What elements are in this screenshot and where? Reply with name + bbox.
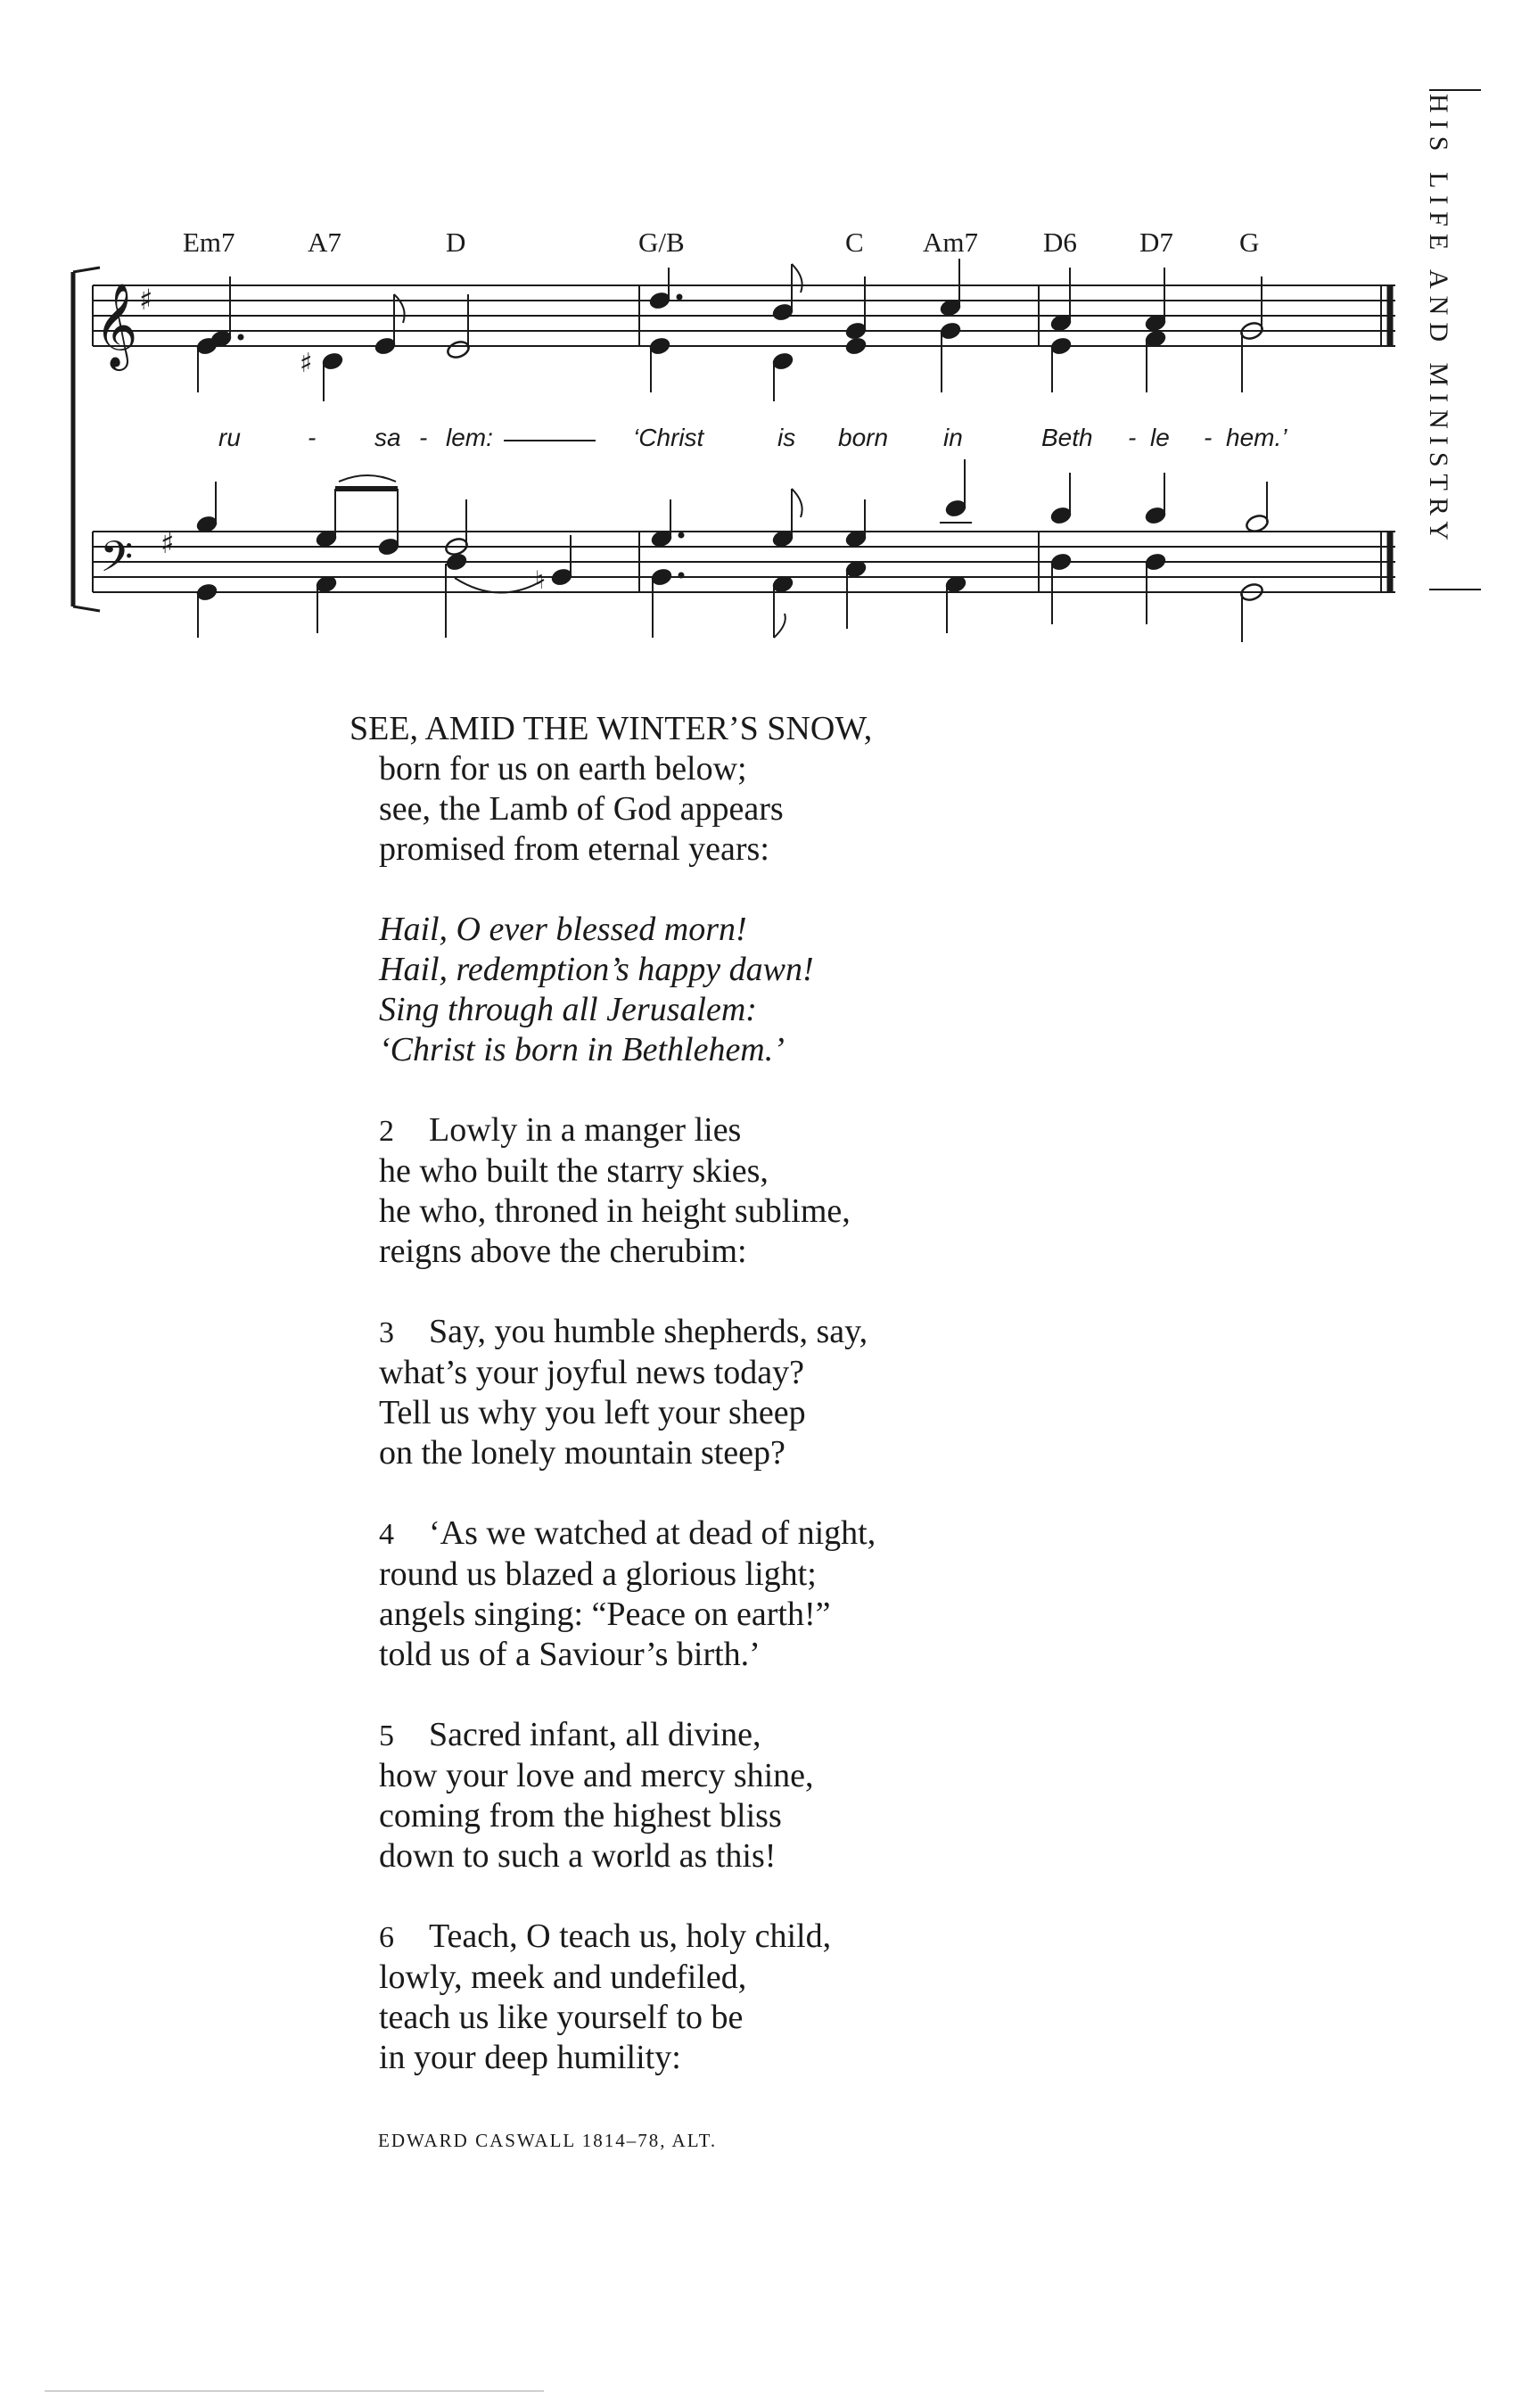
hymn-line: in your deep humility: — [379, 2039, 681, 2076]
hymn-line-text: Sacred infant, all divine, — [429, 1716, 761, 1753]
side-heading-rule — [1429, 589, 1481, 590]
treble-clef-icon: 𝄞 — [95, 283, 138, 367]
section-heading: HIS LIFE AND MINISTRY — [1424, 94, 1453, 548]
stanza-3 — [350, 1312, 1152, 1473]
bass-clef-icon: 𝄢 — [100, 532, 134, 592]
hymn-line-text: ‘As we watched at dead of night, — [429, 1514, 876, 1552]
hymn-line: teach us like yourself to be — [379, 1999, 744, 2036]
verse-number: 3 — [379, 1316, 394, 1349]
chord-symbol: D7 — [1139, 227, 1173, 258]
lyric-syllable: is — [777, 424, 796, 451]
lyric-syllable: hem.’ — [1226, 424, 1287, 451]
page-edge-line — [45, 2390, 544, 2392]
lyric-syllable: in — [943, 424, 963, 451]
hymn-line-text: Teach, O teach us, holy child, — [429, 1917, 832, 1955]
chorus-line: Hail, O ever blessed morn! — [379, 911, 747, 948]
lyric-syllable: - — [308, 424, 317, 451]
hymn-line — [350, 1513, 1152, 1554]
chorus-line: Hail, redemption’s happy dawn! — [379, 951, 814, 988]
music-score — [0, 0, 1538, 660]
stanza-5 — [350, 1715, 1152, 1876]
note — [446, 339, 471, 359]
author-credit: EDWARD CASWALL 1814–78, ALT. — [378, 2130, 718, 2151]
hymn-line: on the lonely mountain steep? — [379, 1434, 785, 1472]
hymn-line-text: Lowly in a manger lies — [429, 1111, 742, 1149]
key-signature-sharp: ♯ — [139, 283, 153, 317]
chord-symbol: Em7 — [183, 227, 235, 258]
hymn-line: how your love and mercy shine, — [379, 1757, 814, 1794]
hymn-line — [350, 1715, 1152, 1756]
verse-number: 4 — [379, 1518, 394, 1551]
hymn-line: what’s your joyful news today? — [379, 1354, 805, 1391]
verse-number: 5 — [379, 1719, 394, 1752]
hymn-line: lowly, meek and undefiled, — [379, 1959, 747, 1996]
key-signature-sharp: ♯ — [160, 526, 175, 560]
verse-number: 6 — [379, 1921, 394, 1954]
lyric-syllable: lem: — [446, 424, 493, 451]
hymn-line — [350, 1312, 1152, 1353]
chord-symbol: Am7 — [923, 227, 978, 258]
hymn-line: coming from the highest bliss — [379, 1797, 782, 1835]
lyric-syllable: le — [1150, 424, 1170, 451]
hymn-line: promised from eternal years: — [379, 830, 769, 868]
hymn-line: reigns above the cherubim: — [379, 1233, 747, 1270]
sharp-accidental: ♯ — [300, 348, 313, 379]
chord-symbol: A7 — [308, 227, 341, 258]
lyric-syllable: - — [1128, 424, 1137, 451]
lyric-syllable: - — [1204, 424, 1213, 451]
natural-accidental: ♮ — [535, 565, 545, 595]
stanza-6 — [350, 1917, 1152, 2078]
chorus-line: Sing through all Jerusalem: — [379, 991, 757, 1028]
stanza-1 — [350, 709, 1152, 870]
hymn-line: born for us on earth below; — [379, 750, 747, 788]
lyric-syllable: Beth — [1041, 424, 1093, 451]
chord-symbol: G/B — [638, 227, 685, 258]
hymn-line — [350, 1917, 1152, 1958]
dot — [238, 334, 243, 340]
chord-symbol: D — [446, 227, 466, 258]
hymn-line: told us of a Saviour’s birth.’ — [379, 1636, 761, 1673]
hymn-line: he who, throned in height sublime, — [379, 1192, 851, 1230]
chorus — [350, 910, 1152, 1070]
note — [445, 552, 468, 573]
hymn-line-text: Say, you humble shepherds, say, — [429, 1313, 868, 1350]
chorus-line: ‘Christ is born in Bethlehem.’ — [379, 1031, 785, 1068]
stanza-2 — [350, 1110, 1152, 1272]
verse-number: 2 — [379, 1115, 394, 1148]
lyric-syllable: - — [419, 424, 428, 451]
side-heading-rule — [1429, 89, 1481, 91]
chord-symbol: C — [845, 227, 864, 258]
stanza-4 — [350, 1513, 1152, 1675]
lyric-syllable: ‘Christ — [633, 424, 704, 451]
hymn-line: Tell us why you left your sheep — [379, 1394, 806, 1431]
lyric-syllable: born — [838, 424, 889, 451]
hymn-text — [350, 709, 1152, 2118]
hymn-line: angels singing: “Peace on earth!” — [379, 1596, 831, 1633]
hymn-line: he who built the starry skies, — [379, 1152, 769, 1190]
hymn-line: see, the Lamb of God appears — [379, 790, 784, 828]
bass-notes — [195, 459, 1270, 642]
lyric-syllable: ru — [218, 424, 241, 451]
hymn-line: SEE, AMID THE WINTER’S SNOW, — [350, 710, 873, 747]
hymn-line: round us blazed a glorious light; — [379, 1555, 817, 1593]
note — [844, 336, 868, 357]
treble-staff — [93, 285, 1395, 346]
chord-symbol: D6 — [1043, 227, 1077, 258]
lyric-syllable: sa — [374, 424, 401, 451]
hymn-line: down to such a world as this! — [379, 1837, 777, 1875]
hymn-line — [350, 1110, 1152, 1151]
bass-staff — [93, 532, 1395, 592]
chord-symbol: G — [1239, 227, 1260, 258]
